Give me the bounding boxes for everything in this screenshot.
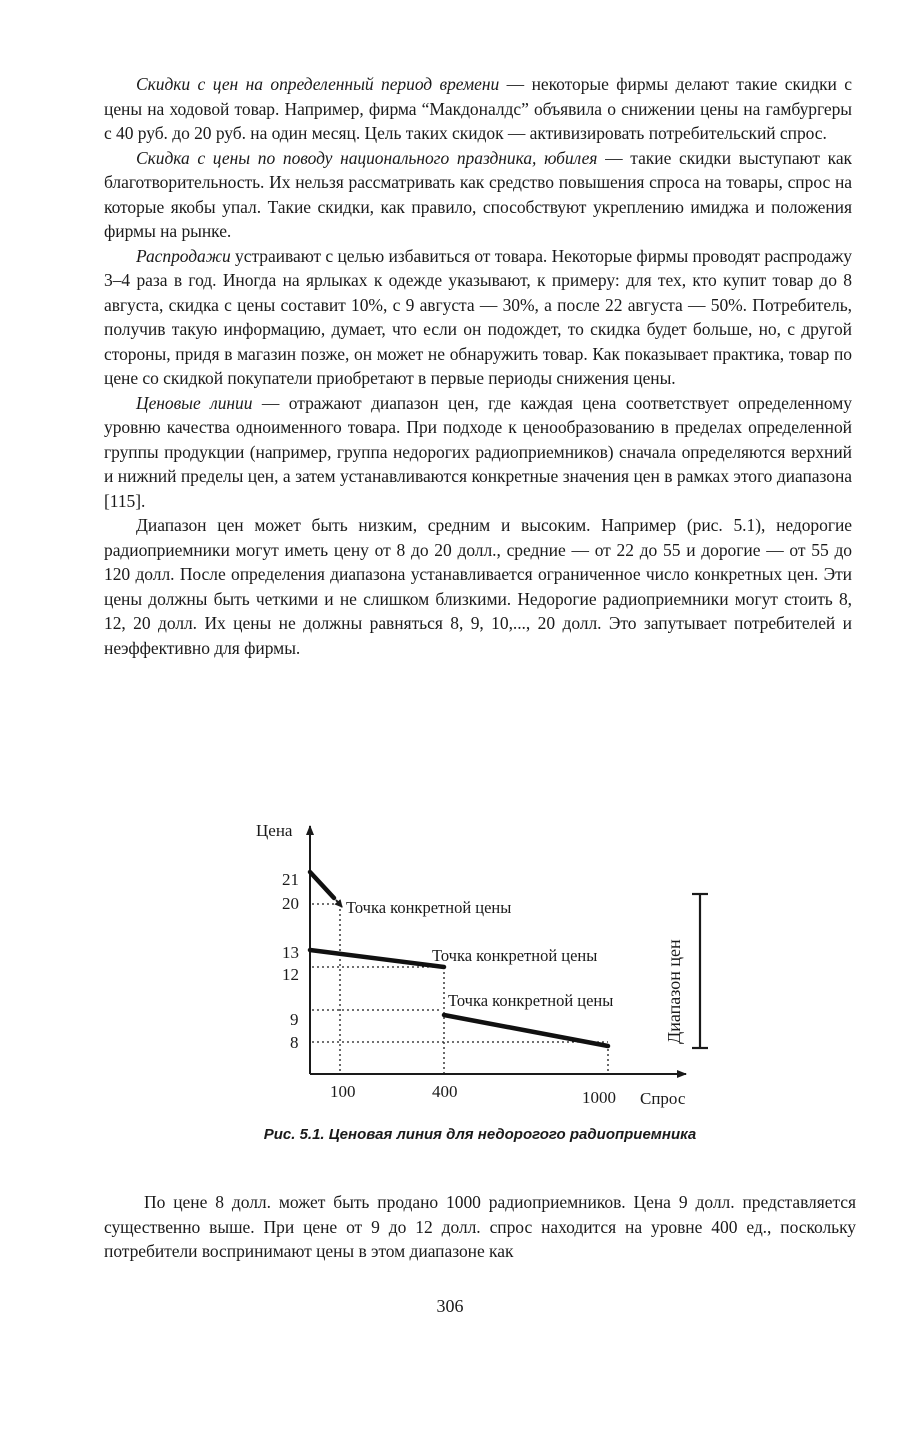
figure-price-line-chart bbox=[238, 812, 718, 1112]
paragraph-price-range bbox=[104, 513, 852, 660]
paragraph-price-lines bbox=[104, 391, 852, 514]
paragraph-demand: По цене 8 долл. может быть продано 1000 радиоприемников. Цена 9 долл. представляется существенно выше. При цене от 9 до 12 долл. спрос находится на уровне 400 ед., поскольку потребители воспринимают цены в этом диапазоне как bbox=[104, 1192, 856, 1261]
y-tick-label: 9 bbox=[290, 1010, 299, 1029]
figure-caption: Рис. 5.1. Ценовая линия для недорогого радиоприемника bbox=[263, 1126, 697, 1143]
term-holiday-discount: Скидка с цены по поводу национального праздника, юбилея bbox=[136, 147, 598, 168]
x-tick-label: 400 bbox=[432, 1082, 458, 1101]
x-tick-label: 100 bbox=[330, 1082, 356, 1101]
guide-lines bbox=[312, 904, 608, 1074]
paragraph-sales bbox=[104, 244, 852, 391]
term-sales: Распродажи bbox=[136, 245, 231, 266]
y-tick-label: 20 bbox=[282, 894, 299, 913]
paragraph-text: устраивают с целью избавиться от товара. Некоторые фирмы проводят распродажу 3–4 раза в год. Иногда на ярлыках к одежде указывают, к примеру: для тех, кто купит товар до 8 августа, скидка с цены составит 10%, с 9 августа — 30%, а после 22 августа — 50%. Потребитель, получив такую информацию, думает, что если он подождет, то скидка будет больше, но, с другой стороны, придя в магазин позже, он может не обнаружить товар. Как показывает практика, товар по цене со скидкой покупатели приобретают в первые периоды снижения цены. bbox=[104, 245, 852, 388]
x-axis-label: Спрос bbox=[640, 1089, 686, 1108]
paragraph-text: Диапазон цен может быть низким, средним и высоким. Например (рис. 5.1), недорогие радиоприемники могут иметь цену от 8 до 20 долл., средние — от 22 до 55 и дорогие — от 55 до 120 долл. После определения диапазона устанавливается ограниченное число конкретных цен. Эти цены должны быть четкими и не слишком близкими. Недорогие радиоприемники могут стоить 8, 12, 20 долл. Их цены не должны равняться 8, 9, 10,..., 20 долл. Это запутывает потребителей и неэффективно для фирмы. bbox=[104, 515, 852, 658]
y-tick-label: 8 bbox=[290, 1033, 299, 1052]
segment-bottom bbox=[444, 1015, 608, 1046]
y-tick-label: 13 bbox=[282, 943, 299, 962]
y-tick-label: 21 bbox=[282, 870, 299, 889]
term-price-lines: Ценовые линии bbox=[136, 392, 253, 413]
paragraph-text: — некоторые фирмы делают такие скидки с цены на ходовой товар. Например, фирма “Макдоналдс” объявила о снижении цены на гамбургеры с 40 руб. до 20 руб. на один месяц. Цель таких скидок — активизировать потребительский спрос. bbox=[104, 74, 852, 143]
annotation-price-point: Точка конкретной цены bbox=[448, 991, 614, 1010]
annotation-price-point: Точка конкретной цены bbox=[432, 946, 598, 965]
paragraph-holiday-discount bbox=[104, 146, 852, 244]
x-tick-label: 1000 bbox=[582, 1088, 616, 1107]
page-number: 306 bbox=[436, 1296, 464, 1316]
term-discount-period: Скидки с цен на определенный период времени bbox=[136, 74, 500, 94]
y-tick-label: 12 bbox=[282, 965, 299, 984]
annotation-price-point: Точка конкретной цены bbox=[346, 898, 512, 917]
range-bracket bbox=[692, 894, 708, 1048]
segment-top bbox=[310, 872, 334, 898]
body-text bbox=[104, 72, 852, 660]
pointer-arrow bbox=[336, 900, 342, 907]
segment-middle bbox=[310, 950, 444, 967]
paragraph-discount-period bbox=[104, 72, 852, 146]
paragraph-text: — отражают диапазон цен, где каждая цена соответствует определенному уровню качества одноименного товара. При подходе к ценообразованию в пределах определенной группы продукции (например, группа недорогих радиоприемников) сначала определяются верхний и нижний пределы цен, а затем устанавливаются конкретные значения цен в рамках этого диапазона [115]. bbox=[104, 392, 852, 511]
range-label: Диапазон цен bbox=[664, 939, 684, 1044]
price-line-chart bbox=[238, 812, 718, 1112]
paragraph-text: — такие скидки выступают как благотворительность. Их нельзя рассматривать как средство повышения спроса на товары, спрос на которые якобы упал. Такие скидки, как правило, способствуют укреплению имиджа и положения фирмы на рынке. bbox=[104, 147, 853, 241]
body-text-continued bbox=[104, 1190, 856, 1264]
y-axis-label: Цена bbox=[256, 821, 293, 840]
